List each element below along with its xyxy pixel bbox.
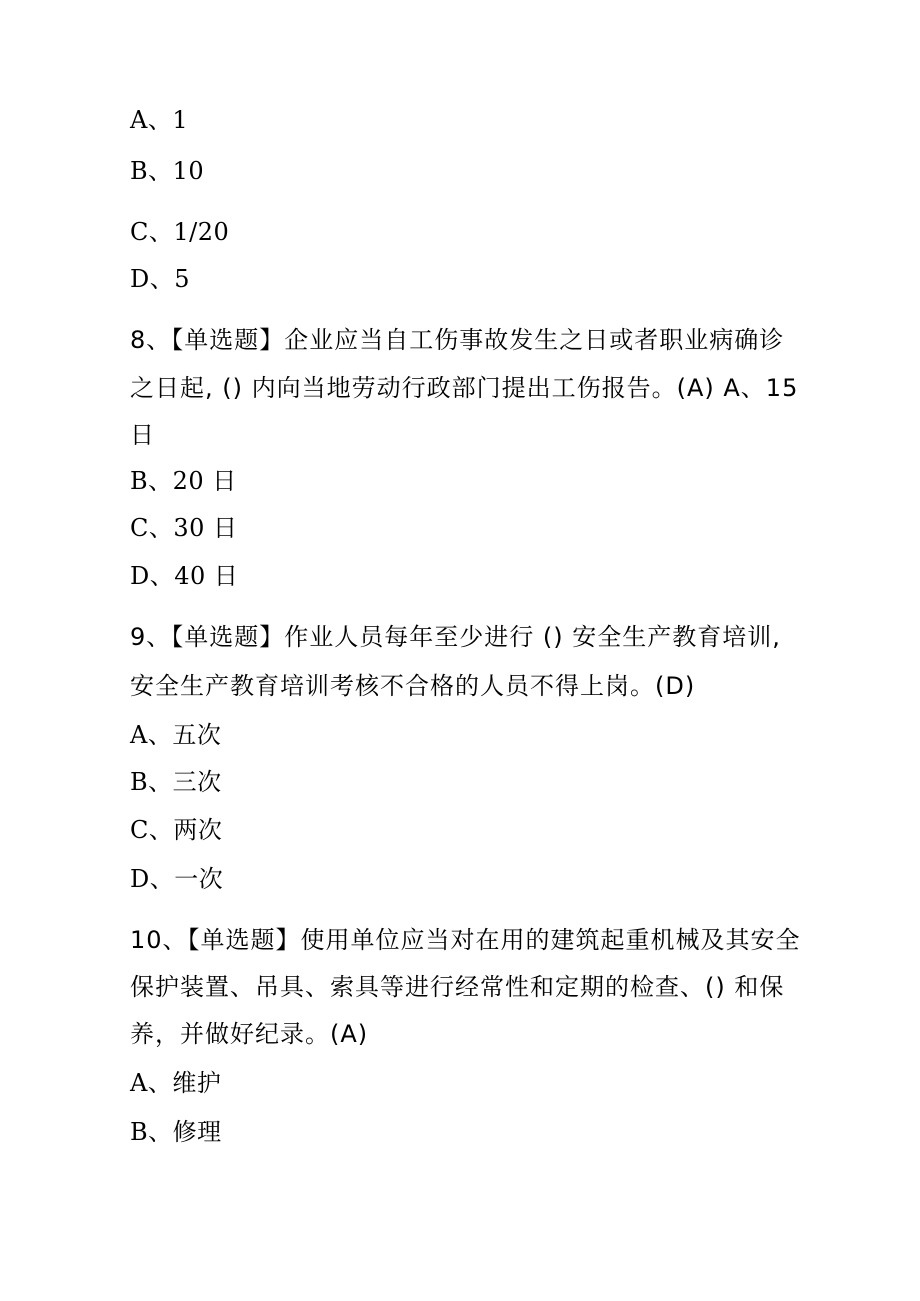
option-a: A、五次: [130, 721, 222, 749]
option-a: A、维护: [130, 1069, 222, 1097]
option-c: C、1/20: [130, 218, 230, 246]
option-d: D、5: [130, 265, 191, 293]
question-text-line: 10、【单选题】使用单位应当对在用的建筑起重机械及其安全: [130, 926, 801, 954]
option-b: B、三次: [130, 768, 222, 796]
question-text-line: 8、【单选题】企业应当自工伤事故发生之日或者职业病确诊: [130, 326, 785, 354]
option-d: D、40 日: [130, 562, 239, 590]
option-d: D、一次: [130, 865, 224, 893]
question-text-line: 养，并做好纪录。(A): [130, 1020, 369, 1048]
question-text-line: 日: [130, 421, 155, 449]
option-a: A、1: [130, 106, 189, 134]
option-c: C、两次: [130, 816, 223, 844]
option-c: C、30 日: [130, 514, 238, 542]
question-text-line: 之日起, () 内向当地劳动行政部门提出工伤报告。(A) A、15: [130, 374, 799, 402]
option-b: B、修理: [130, 1118, 222, 1146]
question-text-line: 安全生产教育培训考核不合格的人员不得上岗。(D): [130, 672, 696, 700]
question-text-line: 保护装置、吊具、索具等进行经常性和定期的检查、() 和保: [130, 973, 785, 1001]
option-b: B、10: [130, 157, 205, 185]
question-text-line: 9、【单选题】作业人员每年至少进行 () 安全生产教育培训,: [130, 623, 781, 651]
option-b: B、20 日: [130, 467, 237, 495]
